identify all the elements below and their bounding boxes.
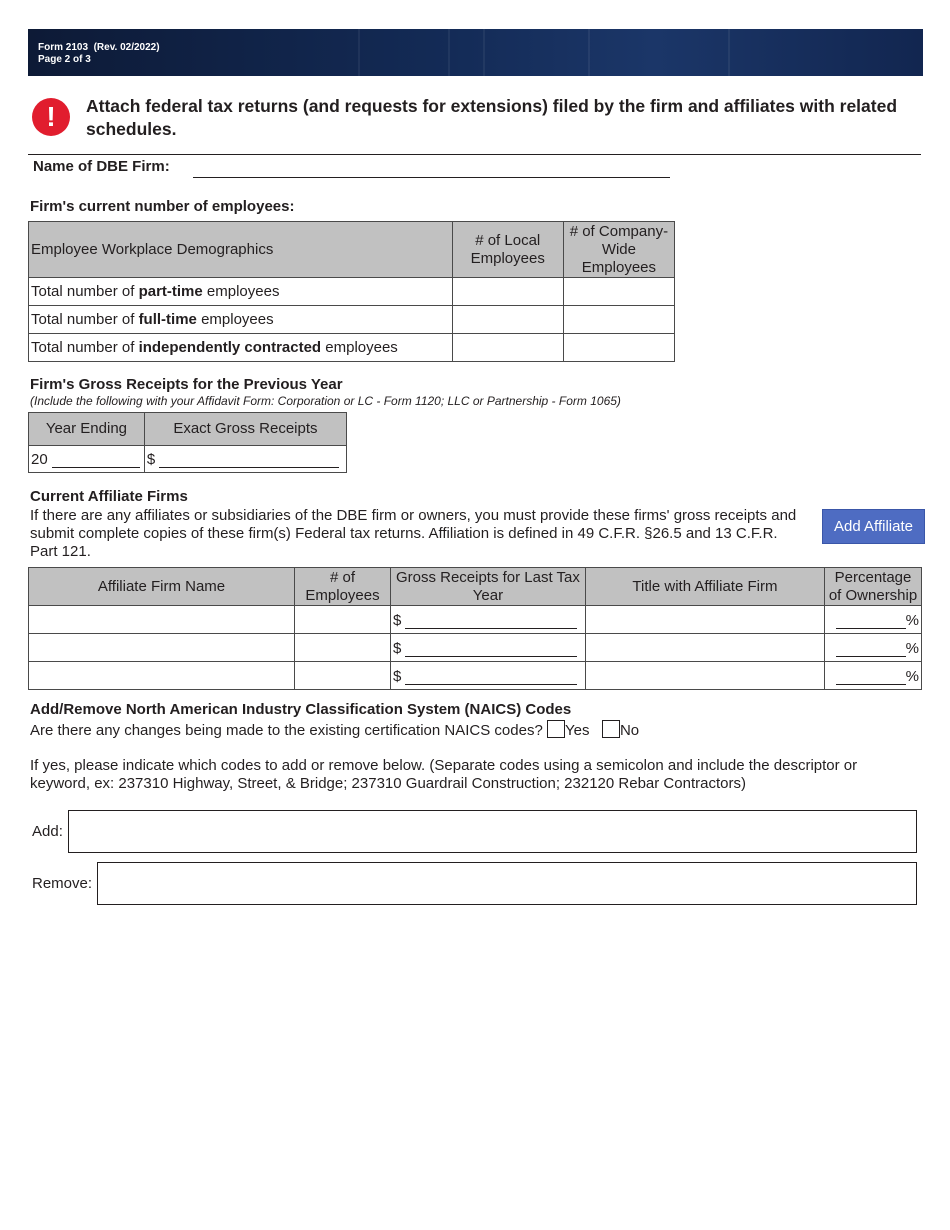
table-row — [29, 334, 675, 362]
affiliate-gross-receipts-header: Gross Receipts for Last Tax Year — [390, 568, 585, 606]
affiliates-heading: Current Affiliate Firms — [30, 488, 188, 505]
alert-text: Attach federal tax returns (and requests for extensions) filed by the firm and affiliates with related schedules. — [86, 96, 898, 139]
year-ending-header: Year Ending — [29, 413, 145, 446]
affiliate-employees-input[interactable] — [295, 634, 391, 662]
currency-symbol: $ — [392, 667, 402, 685]
form-identifier — [38, 42, 160, 66]
affiliate-gross-receipts-cell[interactable] — [390, 606, 585, 634]
affiliate-gross-receipts-cell[interactable] — [390, 662, 585, 690]
header-banner — [28, 29, 923, 76]
affiliates-table — [28, 567, 922, 690]
employees-heading: Firm's current number of employees: — [30, 198, 295, 215]
naics-heading: Add/Remove North American Industry Classification System (NAICS) Codes — [30, 701, 572, 718]
affiliate-title-input[interactable] — [585, 662, 824, 690]
percent-symbol: % — [905, 667, 919, 685]
affiliate-ownership-cell[interactable] — [825, 606, 922, 634]
firm-name-label: Name of DBE Firm: — [33, 158, 170, 175]
affiliate-title-input[interactable] — [585, 606, 824, 634]
naics-question-row — [30, 720, 639, 740]
affiliate-ownership-input[interactable] — [836, 639, 906, 657]
affiliate-title-header: Title with Affiliate Firm — [585, 568, 824, 606]
employees-table — [28, 221, 675, 362]
percent-symbol: % — [905, 639, 919, 657]
add-codes-input[interactable] — [68, 810, 917, 853]
affiliate-employees-input[interactable] — [295, 662, 391, 690]
affiliate-name-input[interactable] — [29, 662, 295, 690]
currency-symbol: $ — [146, 451, 156, 468]
employee-row-label: Total number of full-time employees — [29, 306, 453, 334]
local-employees-input[interactable] — [452, 306, 563, 334]
company-employees-input[interactable] — [563, 334, 674, 362]
affiliate-ownership-cell[interactable] — [825, 662, 922, 690]
employees-header-demographics: Employee Workplace Demographics — [29, 222, 453, 278]
year-ending-cell[interactable] — [29, 446, 145, 473]
affiliates-description: If there are any affiliates or subsidiaries of the DBE firm or owners, you must provide these firms' gross receipts and submit complete copies of these firm(s) Federal tax returns. Affiliation is defined in 49 C.F.R. §26.5 and 13 C.F.R. Part 121. — [30, 507, 797, 560]
employee-row-label: Total number of independently contracted employees — [29, 334, 453, 362]
table-row — [29, 278, 675, 306]
divider — [28, 154, 921, 155]
table-row — [29, 634, 922, 662]
employees-header-local: # of Local Employees — [452, 222, 563, 278]
local-employees-input[interactable] — [452, 278, 563, 306]
affiliate-title-input[interactable] — [585, 634, 824, 662]
employee-row-label: Total number of part-time employees — [29, 278, 453, 306]
company-employees-input[interactable] — [563, 306, 674, 334]
gross-receipts-note: (Include the following with your Affidavit Form: Corporation or LC - Form 1120; LLC or Partnership - Form 1065) — [30, 394, 621, 408]
table-row — [29, 662, 922, 690]
table-row — [29, 446, 347, 473]
affiliate-name-input[interactable] — [29, 606, 295, 634]
gross-receipts-cell[interactable] — [144, 446, 346, 473]
affiliate-ownership-input[interactable] — [836, 667, 906, 685]
currency-symbol: $ — [392, 611, 402, 629]
affiliate-ownership-input[interactable] — [836, 611, 906, 629]
gross-receipts-input[interactable] — [159, 450, 339, 468]
year-prefix: 20 — [31, 451, 48, 468]
year-input[interactable] — [52, 450, 140, 468]
affiliate-name-input[interactable] — [29, 634, 295, 662]
table-row — [29, 606, 922, 634]
no-checkbox[interactable] — [602, 720, 620, 738]
affiliate-gross-receipts-input[interactable] — [405, 611, 577, 629]
affiliate-ownership-cell[interactable] — [825, 634, 922, 662]
remove-codes-input[interactable] — [97, 862, 917, 905]
gross-receipts-heading: Firm's Gross Receipts for the Previous Year — [30, 376, 343, 393]
affiliate-ownership-header: Percentage of Ownership — [825, 568, 922, 606]
remove-codes-label: Remove: — [32, 875, 93, 892]
local-employees-input[interactable] — [452, 334, 563, 362]
affiliate-gross-receipts-input[interactable] — [405, 667, 577, 685]
currency-symbol: $ — [392, 639, 402, 657]
percent-symbol: % — [905, 611, 919, 629]
affiliate-gross-receipts-input[interactable] — [405, 639, 577, 657]
affiliate-employees-header: # of Employees — [295, 568, 391, 606]
employees-header-company: # of Company-Wide Employees — [563, 222, 674, 278]
affiliate-name-header: Affiliate Firm Name — [29, 568, 295, 606]
exclamation-icon: ! — [32, 98, 70, 136]
table-row — [29, 306, 675, 334]
company-employees-input[interactable] — [563, 278, 674, 306]
form-id: Form 2103 (Rev. 02/2022) — [38, 42, 160, 53]
firm-name-field[interactable] — [193, 177, 670, 178]
page-number: Page 2 of 3 — [38, 54, 91, 65]
add-codes-label: Add: — [32, 823, 63, 840]
exact-gross-receipts-header: Exact Gross Receipts — [144, 413, 346, 446]
naics-question: Are there any changes being made to the existing certification NAICS codes? — [30, 722, 543, 739]
add-affiliate-button[interactable]: Add Affiliate — [822, 509, 925, 544]
affiliate-gross-receipts-cell[interactable] — [390, 634, 585, 662]
yes-label: Yes — [564, 722, 590, 739]
gross-receipts-table — [28, 412, 347, 473]
yes-checkbox[interactable] — [547, 720, 565, 738]
no-label: No — [619, 722, 640, 739]
affiliate-employees-input[interactable] — [295, 606, 391, 634]
naics-instructions: If yes, please indicate which codes to add or remove below. (Separate codes using a semicolon and include the descriptor or keyword, ex: 237310 Highway, Street, & Bridge; 237310 Guardrail Construction; 232120 Rebar Contractors) — [30, 757, 858, 792]
